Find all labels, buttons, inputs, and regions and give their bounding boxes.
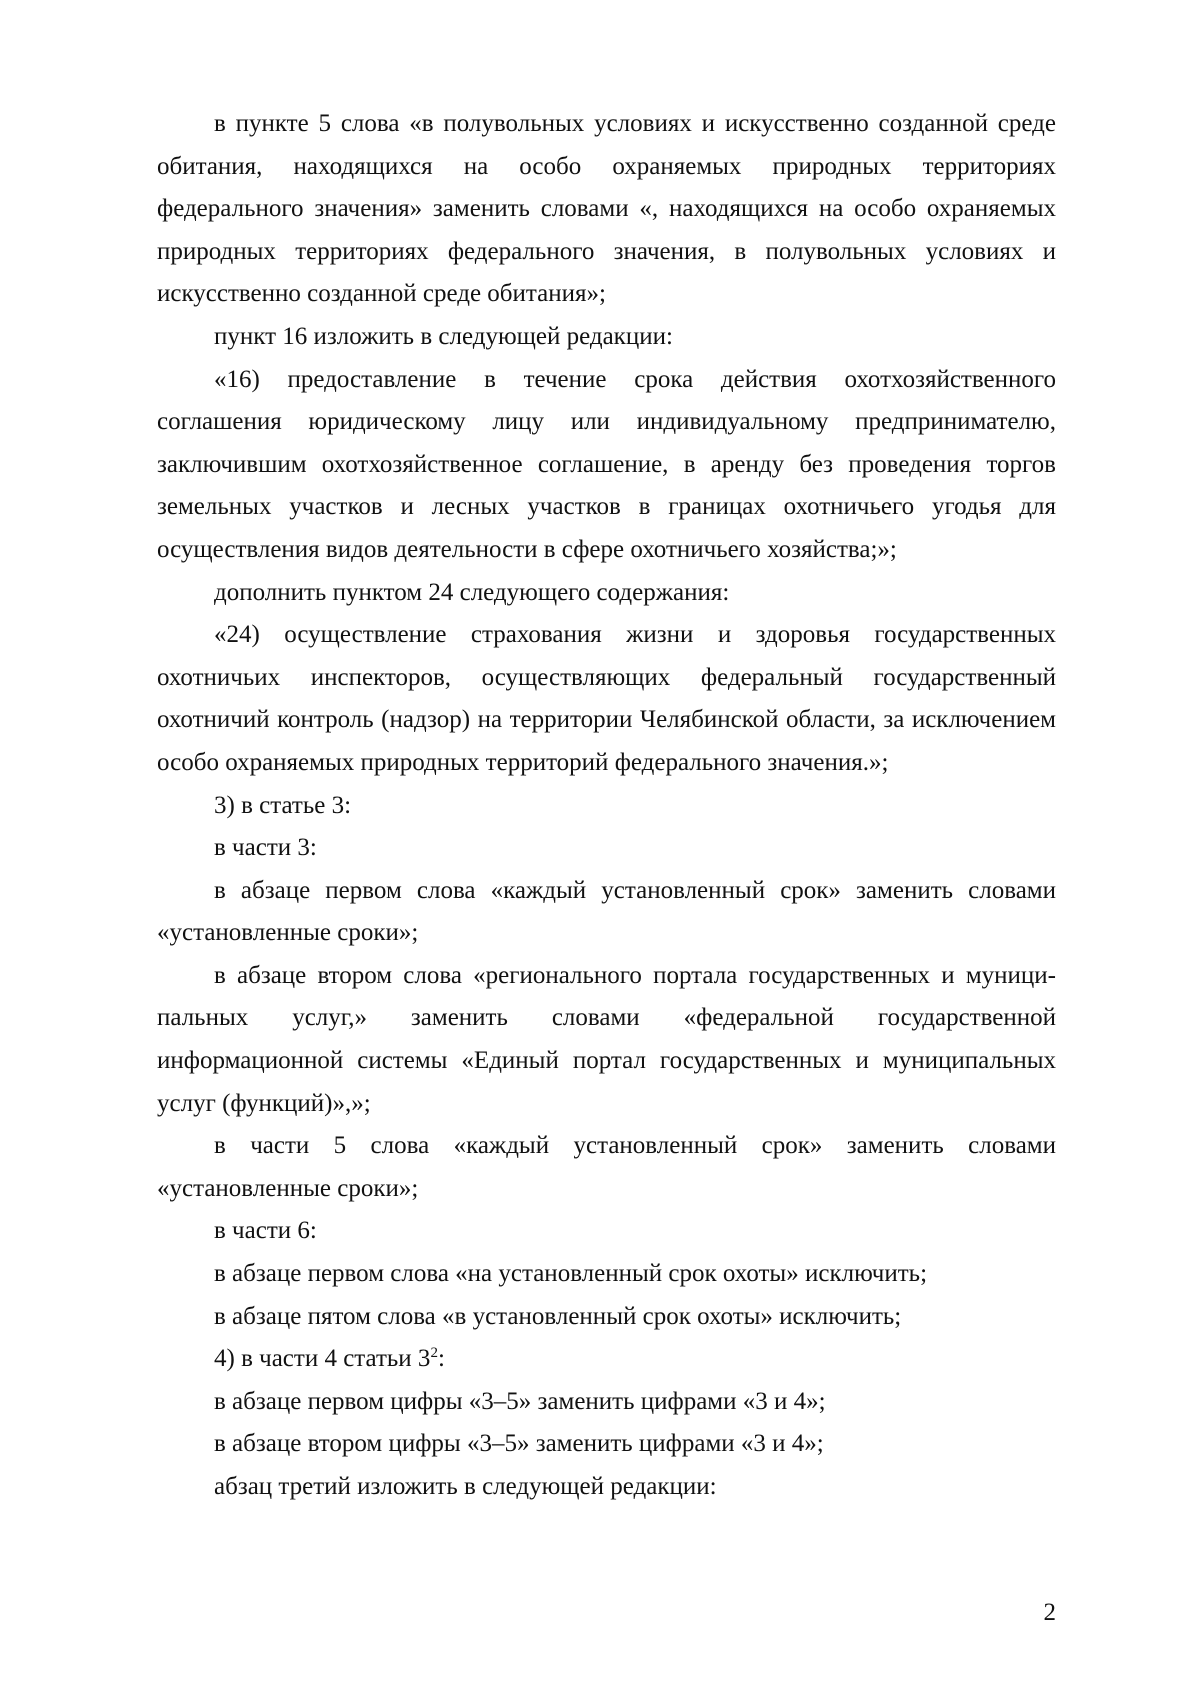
paragraph: «16) предоставление в течение срока действия охотхозяйственного соглашения юридическому лицу или индивидуальному предпринимателю, заключившим охотхозяйственное соглашение, в аренду без проведения торгов земельных участков и лесных участков в границах охотничьего угодья для осуществления видов деятельности в сфере охотничьего хозяйства;»;	[157, 365, 1056, 563]
paragraph: в абзаце втором цифры «3–5» заменить цифрами «3 и 4»;	[214, 1430, 824, 1458]
paragraph: в части 3:	[214, 834, 317, 862]
paragraph: в абзаце первом слова «на установленный срок охоты» исключить;	[214, 1260, 928, 1288]
page-number: 2	[1043, 1599, 1056, 1626]
paragraph: в абзаце первом слова «каждый установленный срок» заменить словами «установленные сроки»;	[157, 876, 1056, 947]
document-body	[157, 103, 1056, 1509]
paragraph: в пункте 5 слова «в полувольных условиях и искусственно созданной среде обитания, находящихся на особо охраняемых природных территориях федерального значения» заменить словами «, находящихся на особо охраняемых природных территориях федерального значения, в полувольных условиях и искусственно созданной среде обитания»;	[157, 110, 1056, 308]
superscript: 2	[430, 1345, 438, 1362]
paragraph-text: 4) в части 4 статьи 3	[214, 1345, 431, 1373]
paragraph: дополнить пунктом 24 следующего содержания:	[214, 578, 730, 606]
paragraph: в абзаце пятом слова «в установленный срок охоты» исключить;	[214, 1302, 902, 1330]
paragraph: пункт 16 изложить в следующей редакции:	[214, 322, 673, 350]
paragraph: в части 5 слова «каждый установленный срок» заменить словами «установленные сроки»;	[157, 1132, 1056, 1202]
paragraph-text-end: :	[437, 1345, 445, 1373]
paragraph: в абзаце втором слова «регионального портала государственных и муниципальных услуг,» заменить словами «федеральной государственной информационной системы «Единый портал государственных и муниципальных услуг (функций)»,»;	[157, 961, 1056, 1117]
paragraph: в части 6:	[214, 1217, 317, 1245]
paragraph: абзац третий изложить в следующей редакции:	[214, 1473, 717, 1500]
paragraph-with-superscript	[157, 1338, 1056, 1381]
paragraph: «24) осуществление страхования жизни и здоровья государственных охотничьих инспекторов, осуществляющих федеральный государственный охотничий контроль (надзор) на территории Челябинской области, за исключением особо охраняемых природных территорий федерального значения.»;	[157, 621, 1056, 776]
paragraph: 3) в статье 3:	[214, 791, 352, 819]
paragraph: в абзаце первом цифры «3–5» заменить цифрами «3 и 4»;	[214, 1387, 826, 1415]
